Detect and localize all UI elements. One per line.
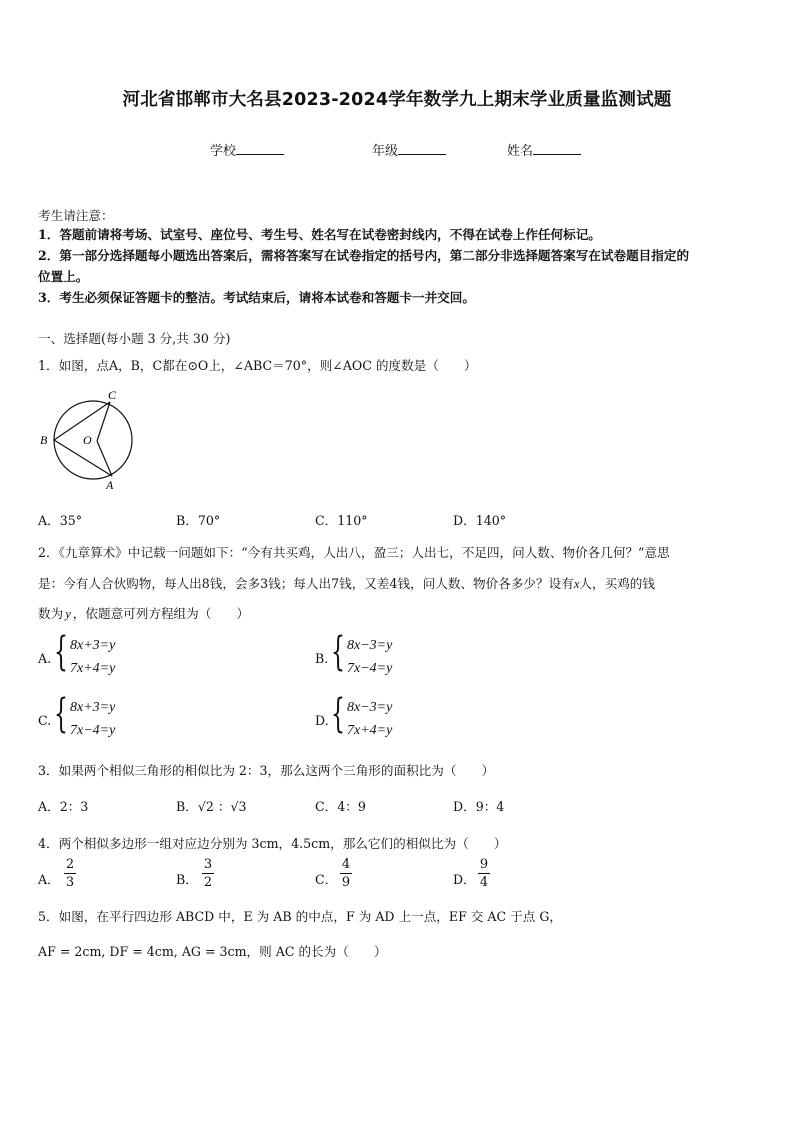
q2-line3b: ，依题意可列方程组为（ ） bbox=[72, 606, 250, 621]
q1-option-b[interactable]: B．70° bbox=[176, 513, 221, 528]
q1-text: 1．如图，点A，B，C都在⊙O上，∠ABC＝70°，则∠AOC 的度数是（ ） bbox=[38, 358, 477, 373]
equation-2: 7x+4=y bbox=[70, 661, 116, 676]
q4-option-d-label[interactable]: D． bbox=[453, 872, 476, 887]
q2-line1: 2．《九章算术》中记载一问题如下：“今有共买鸡，人出八，盈三；人出七，不足四，问人数、物价各几何？”意思 bbox=[38, 545, 670, 560]
equation-1: 8x−3=y bbox=[347, 638, 393, 653]
denominator: 9 bbox=[341, 875, 351, 890]
equation-2: 7x−4=y bbox=[70, 723, 116, 738]
q2-option-d-label[interactable]: D. bbox=[315, 713, 329, 728]
q2-option-b-label[interactable]: B. bbox=[315, 651, 329, 666]
q4-option-d-fraction[interactable] bbox=[478, 857, 490, 890]
q3-text: 3．如果两个相似三角形的相似比为 2：3，那么这两个三角形的面积比为（ ） bbox=[38, 763, 495, 778]
notice-heading: 考生请注意： bbox=[38, 208, 114, 223]
equation-1: 8x+3=y bbox=[70, 638, 116, 653]
brace-icon: { bbox=[54, 629, 68, 675]
name-field[interactable] bbox=[507, 140, 581, 159]
q2-option-c-label[interactable]: C. bbox=[38, 713, 52, 728]
q1-option-c[interactable]: C．110° bbox=[315, 513, 368, 528]
notice-item-3: 3．考生必须保证答题卡的整洁。考试结束后，请将本试卷和答题卡一并交回。 bbox=[38, 290, 475, 305]
name-label: 姓名 bbox=[507, 144, 534, 159]
q3-option-a[interactable]: A．2：3 bbox=[38, 799, 89, 814]
q2-line2 bbox=[38, 573, 655, 592]
label-a: A bbox=[106, 478, 114, 492]
numerator: 9 bbox=[479, 857, 489, 872]
denominator: 2 bbox=[203, 875, 213, 890]
q2-line2a: 是：今有人合伙购物，每人出8钱，会多3钱；每人出7钱，又差4钱，问人数、物价各多少？设有 bbox=[38, 576, 574, 591]
grade-field[interactable] bbox=[372, 140, 446, 159]
school-label: 学校 bbox=[210, 144, 237, 159]
notice-item-1: 1．答题前请将考场、试室号、座位号、考生号、姓名写在试卷密封线内，不得在试卷上作任何标记。 bbox=[38, 227, 601, 242]
q1-circle-figure bbox=[36, 385, 146, 495]
q2-line2b: 人，买鸡的钱 bbox=[579, 576, 655, 591]
notice-item-2: 2．第一部分选择题每小题选出答案后，需将答案写在试卷指定的括号内，第二部分非选择题答案写在试卷题目指定的 bbox=[38, 248, 690, 263]
circle-o bbox=[54, 401, 132, 479]
q2-line3a: 数为 bbox=[38, 606, 64, 621]
grade-label: 年级 bbox=[372, 144, 399, 159]
numerator: 2 bbox=[65, 857, 75, 872]
brace-icon: { bbox=[54, 691, 68, 737]
q1-option-d[interactable]: D．140° bbox=[453, 513, 507, 528]
q4-option-b-label[interactable]: B． bbox=[176, 872, 198, 887]
q2-option-c-system[interactable] bbox=[54, 691, 164, 744]
q2-var-y: y bbox=[65, 607, 71, 621]
q4-option-b-fraction[interactable] bbox=[202, 857, 214, 890]
numerator: 4 bbox=[341, 857, 351, 872]
equation-1: 8x+3=y bbox=[70, 700, 116, 715]
grade-blank[interactable] bbox=[398, 142, 446, 155]
q1-option-a[interactable]: A．35° bbox=[38, 513, 83, 528]
q3-option-b[interactable]: B．√2 ：√3 bbox=[176, 799, 247, 814]
q4-option-a-fraction[interactable] bbox=[64, 857, 76, 890]
label-c: C bbox=[108, 388, 117, 402]
equation-2: 7x+4=y bbox=[347, 723, 393, 738]
school-blank[interactable] bbox=[236, 142, 284, 155]
q4-option-c-label[interactable]: C． bbox=[315, 872, 338, 887]
q4-text: 4．两个相似多边形一组对应边分别为 3cm，4.5cm，那么它们的相似比为（ ） bbox=[38, 836, 507, 851]
q3-option-d[interactable]: D．9：4 bbox=[453, 799, 505, 814]
q3-option-c[interactable]: C．4：9 bbox=[315, 799, 366, 814]
notice-item-2-cont: 位置上。 bbox=[38, 269, 89, 284]
school-field[interactable] bbox=[210, 140, 284, 159]
q2-option-d-system[interactable] bbox=[331, 691, 441, 744]
brace-icon: { bbox=[331, 691, 345, 737]
q2-option-b-system[interactable] bbox=[331, 629, 441, 682]
denominator: 4 bbox=[479, 875, 489, 890]
name-blank[interactable] bbox=[533, 142, 581, 155]
brace-icon: { bbox=[331, 629, 345, 675]
q4-option-a-label[interactable]: A． bbox=[38, 872, 60, 887]
q2-var-x: x bbox=[573, 577, 580, 591]
q2-line3 bbox=[38, 603, 249, 622]
denominator: 3 bbox=[65, 875, 75, 890]
equation-1: 8x−3=y bbox=[347, 700, 393, 715]
q5-line2: AF = 2cm, DF = 4cm, AG = 3cm，则 AC 的长为（ ） bbox=[38, 944, 387, 959]
label-o: O bbox=[83, 433, 92, 447]
section-heading: 一、选择题(每小题 3 分,共 30 分) bbox=[38, 331, 231, 346]
q4-option-c-fraction[interactable] bbox=[340, 857, 352, 890]
q2-option-a-system[interactable] bbox=[54, 629, 164, 682]
q5-line1: 5．如图，在平行四边形 ABCD 中，E 为 AB 的中点，F 为 AD 上一点，EF 交 AC 于点 G， bbox=[38, 909, 562, 924]
equation-2: 7x−4=y bbox=[347, 661, 393, 676]
numerator: 3 bbox=[203, 857, 213, 872]
page-title: 河北省邯郸市大名县2023-2024学年数学九上期末学业质量监测试题 bbox=[122, 90, 672, 110]
label-b: B bbox=[40, 433, 48, 447]
q2-option-a-label[interactable]: A. bbox=[38, 651, 52, 666]
